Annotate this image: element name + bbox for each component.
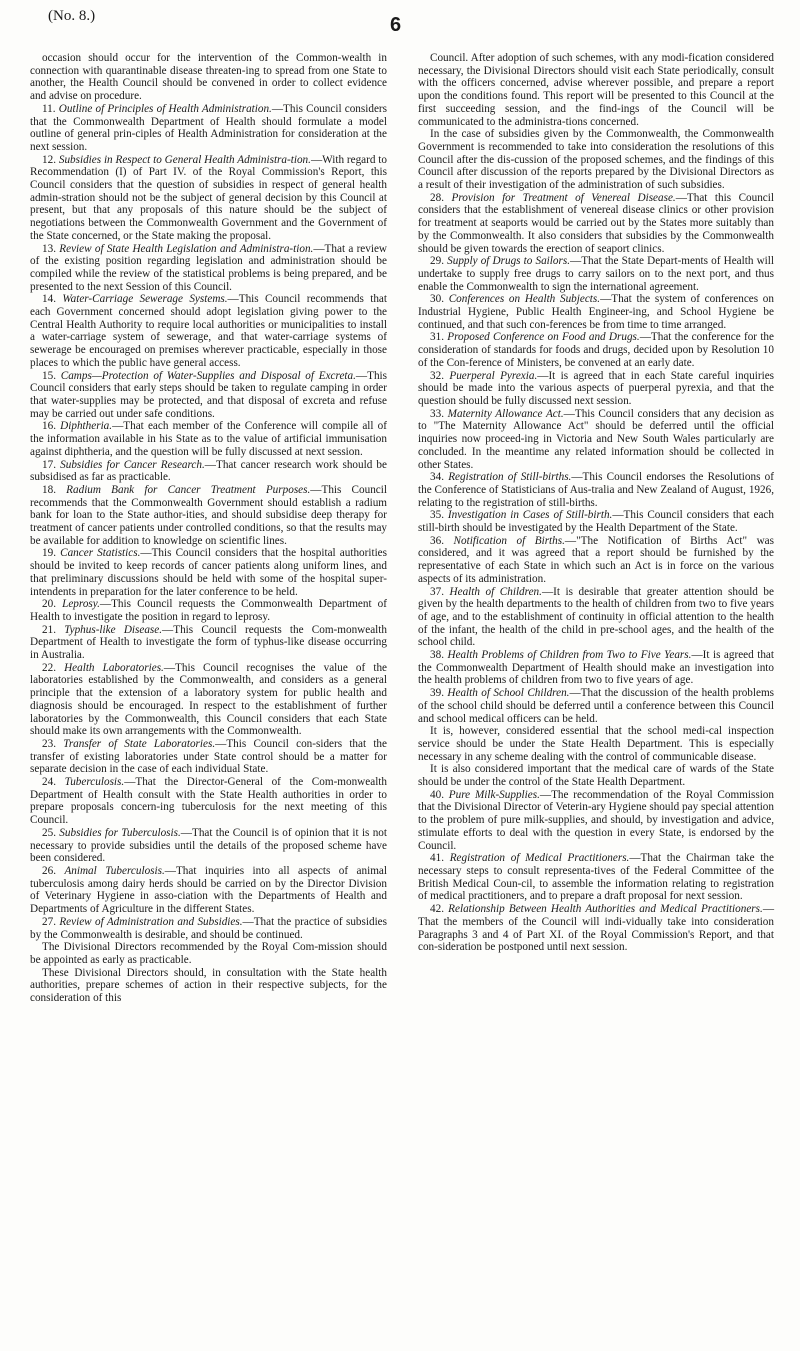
paragraph xyxy=(30,827,387,865)
paragraph xyxy=(418,370,774,408)
paragraph xyxy=(30,484,387,548)
paragraph-title: Registration of Still-births. xyxy=(448,471,572,484)
paragraph-title: Relationship Between Health Authorities and Medical Practitioners. xyxy=(448,903,763,916)
document-number: (No. 8.) xyxy=(48,8,96,24)
paragraph-text: —That cancer research work should be subsidised as far as practicable. xyxy=(30,458,387,484)
paragraph xyxy=(30,293,387,369)
paragraph-number: 29. xyxy=(430,255,444,268)
paragraph xyxy=(418,471,774,509)
paragraph xyxy=(30,370,387,421)
paragraph xyxy=(30,52,387,103)
paragraph xyxy=(30,420,387,458)
paragraph-title: Proposed Conference on Food and Drugs. xyxy=(447,331,640,344)
paragraph-text: In the case of subsidies given by the Commonwealth, the Commonwealth Government is recommended to take into consideration the resolutions of this Council after the dis-cussion of the proposed schemes, and the findings of this Council after discussion of the reports prepared by the Divisional Directors as a result of their investigation of the administration of such subsidies. xyxy=(418,128,774,192)
paragraph-number: 37. xyxy=(430,585,444,598)
paragraph-text: It is also considered important that the medical care of wards of the State should be under the control of the State Health Department. xyxy=(418,763,774,789)
paragraph-text: —That each member of the Conference will compile all of the information available in his State as to the value of artificial immunisation against diphtheria, and the question will be fully discussed at next session. xyxy=(30,420,388,458)
paragraph xyxy=(418,52,774,128)
paragraph-text: —That the discussion of the health problems of the school child should be deferred until a conference between this Council and school medical officers can be held. xyxy=(418,687,775,725)
paragraph-number: 22. xyxy=(42,661,56,674)
paragraph-title: Notification of Births. xyxy=(453,534,565,547)
paragraph-title: Investigation in Cases of Still-birth. xyxy=(447,509,613,522)
paragraph-text: —That the members of the Council will indi-vidually take into consideration Paragraphs 3 and 4 of Part XI. of the Royal Commission's Report, and that con-sideration be postponed until next session. xyxy=(418,903,774,954)
paragraph xyxy=(418,852,774,903)
paragraph-title: Health of Children. xyxy=(449,585,542,598)
paragraph-text: —It is desirable that greater attention should be given by the health departments to the health of children from two to five years of age, and to the establishment of continuity in official attention to the health of the infant, the health of the child in pre-school ages, and the health of the school child. xyxy=(418,585,774,649)
paragraph-text: —It is agreed that the Commonwealth Department of Health should make an investigation into the health problems of children from two to five years of age. xyxy=(418,649,774,687)
paragraph xyxy=(418,687,774,725)
page-number: 6 xyxy=(390,14,402,36)
paragraph-number: 11. xyxy=(42,102,56,115)
paragraph-number: 18. xyxy=(42,483,56,496)
paragraph-text: —That inquiries into all aspects of animal tuberculosis among dairy herds should be carried on by the Director Division of Veterinary Hygiene in asso-ciation with the Departments of Health and Departments of Agriculture in the different States. xyxy=(30,865,387,916)
paragraph-number: 14. xyxy=(42,293,56,306)
paragraph-text: —This Council requests the Com-monwealth Department of Health to investigate the form of typhus-like disease occurring in Australia. xyxy=(30,623,387,662)
paragraph-number: 24. xyxy=(42,776,56,789)
paragraph-number: 38. xyxy=(430,649,444,662)
paragraph-number: 12. xyxy=(42,153,56,166)
paragraph-text: —This Council considers that the Commonwealth Department of Health should formulate a model outline of general prin-ciples of Health Administration for consideration at the next session. xyxy=(30,102,387,153)
paragraph-text: —That a review of the existing position regarding legislation and administration should be compiled while the review of the statistical problems is being prepared, and be presented to the next Session of this Council. xyxy=(30,242,388,293)
paragraph-text: —This Council considers that the hospital authorities should be invited to keep records of cancer patients along uniform lines, and that preliminary discussions should be held with some of the hospital super-intendents in preparation for the later conference to be held. xyxy=(30,547,388,598)
paragraph-text: —This Council requests the Commonwealth Department of Health to investigate the position in regard to leprosy. xyxy=(30,598,387,623)
paragraph-title: Camps—Protection of Water-Supplies and Disposal of Excreta. xyxy=(60,369,356,382)
paragraph-number: 15. xyxy=(42,369,56,382)
paragraph-text: —This Council con-siders that the transfer of existing laboratories under State control should be a matter for separate decision in the case of each individual State. xyxy=(30,737,387,776)
paragraph-title: Radium Bank for Cancer Treatment Purposes. xyxy=(66,483,311,496)
paragraph xyxy=(418,586,774,650)
paragraph-title: Animal Tuberculosis. xyxy=(64,865,165,877)
paragraph-title: Typhus-like Disease. xyxy=(64,623,163,636)
paragraph xyxy=(418,649,774,687)
paragraph-text: —That the State Depart-ments of Health will undertake to supply free drugs to carry sailors on to the next port, and thus enable the Commonwealth to sign the international agreement. xyxy=(418,255,774,293)
paragraph-title: Puerperal Pyrexia. xyxy=(449,369,538,382)
paragraph-number: 16. xyxy=(42,420,56,433)
paragraph xyxy=(418,192,774,256)
paragraph-title: Health Laboratories. xyxy=(64,661,164,674)
paragraph-number: 28. xyxy=(430,191,444,204)
paragraph-text: —That the conference for the consideration of standards for foods and drugs, decided upon by Resolution 10 of the Con-ference of Ministers, be convened at an early date. xyxy=(418,331,774,369)
paragraph xyxy=(418,408,774,472)
paragraph-text: The Divisional Directors recommended by the Royal Com-mission should be appointed as early as practicable. xyxy=(30,941,387,966)
paragraph-text: —"The Notification of Births Act" was considered, and it was agreed that a report should be furnished by the representative of each State in which such an Act is in force on the various aspects of its administration. xyxy=(418,534,774,585)
paragraph-number: 21. xyxy=(42,623,56,636)
paragraph-title: Pure Milk-Supplies. xyxy=(448,788,540,801)
paragraph xyxy=(418,789,774,853)
paragraph xyxy=(418,128,774,192)
paragraph-number: 34. xyxy=(430,471,444,484)
paragraph-number: 19. xyxy=(42,547,56,560)
paragraph xyxy=(30,967,387,1005)
paragraph-text: —This Council recommends that the Commonwealth Government should establish a radium bank for loan to the State author-ities, and should subsidise deep therapy for treatment of cancer patients under controlled conditions, so that the results may be available for addition to knowledge on scientific lines. xyxy=(30,483,387,547)
paragraph-text: —This Council considers that any decision as to "The Maternity Allowance Act" should be deferred until the official inquiries now proceed-ing in Victoria and New South Wales particularly are concluded. In the meantime any related information should be collected in other States. xyxy=(418,407,775,471)
left-column xyxy=(30,52,387,1005)
paragraph-title: Cancer Statistics. xyxy=(60,547,141,560)
paragraph xyxy=(30,738,387,776)
paragraph xyxy=(30,941,387,966)
paragraph xyxy=(418,255,774,293)
paragraph-text: —That the Chairman take the necessary steps to consult representa-tives of the Federal Committee of the British Medical Coun-cil, to assemble the information relating to registration of medical practitioners, and to prepare a draft proposal for next session. xyxy=(418,852,774,903)
paragraph-title: Health of School Children. xyxy=(447,687,570,700)
paragraph-text: —This Council considers that each still-birth should be investigated by the Health Department of the State. xyxy=(418,509,774,535)
paragraph-title: Diphtheria. xyxy=(60,420,113,433)
paragraph xyxy=(418,535,774,586)
paragraph-title: Supply of Drugs to Sailors. xyxy=(447,255,570,268)
paragraph-title: Subsidies for Tuberculosis. xyxy=(59,826,181,839)
paragraph-text: —It is agreed that in each State careful inquiries should be made into the various aspects of puerperal pyrexia, and that the question should be fully discussed next session. xyxy=(418,369,775,407)
paragraph xyxy=(418,293,774,331)
paragraph-number: 35. xyxy=(430,509,444,522)
paragraph-number: 33. xyxy=(430,407,444,420)
paragraph-number: 20. xyxy=(42,598,56,611)
paragraph-text: These Divisional Directors should, in consultation with the State health authorities, prepare schemes of action in their respective subjects, for the consideration of this xyxy=(30,966,387,1005)
paragraph-number: 26. xyxy=(42,865,56,877)
paragraph xyxy=(418,763,774,788)
paragraph-number: 23. xyxy=(42,737,56,750)
paragraph xyxy=(30,154,387,243)
paragraph xyxy=(30,624,387,662)
paragraph-title: Conferences on Health Subjects. xyxy=(448,293,601,306)
paragraph xyxy=(30,598,387,623)
paragraph-text: Council. After adoption of such schemes, with any modi-fication considered necessary, the Divisional Directors should visit each State periodically, consult with the officers concerned, advise wherever possible, and prepare a report upon the conditions found. This report will be presented to this Council at the first succeeding session, and the find-ings of the Council will be communicated to the administra-tions concerned. xyxy=(418,52,774,128)
paragraph-title: Health Problems of Children from Two to Five Years. xyxy=(447,649,692,662)
paragraph-text: —This Council endorses the Resolutions of the Conference of Statisticians of Aus-tralia and New Zealand of August, 1926, relating to the registration of still-births. xyxy=(418,471,774,509)
paragraph-title: Review of Administration and Subsidies. xyxy=(59,915,243,928)
paragraph-title: Maternity Allowance Act. xyxy=(447,407,564,420)
paragraph-title: Water-Carriage Sewerage Systems. xyxy=(62,293,228,306)
paragraph-title: Registration of Medical Practitioners. xyxy=(449,852,630,865)
paragraph xyxy=(30,865,387,916)
paragraph-number: 31. xyxy=(430,331,444,344)
paragraph-text: —That the Director-General of the Com-monwealth Department of Health consult with the State Health authorities in order to prepare proposals concern-ing tuberculosis for the next meeting of this Council. xyxy=(30,776,387,827)
paragraph xyxy=(30,243,387,294)
paragraph-title: Review of State Health Legislation and Administra-tion. xyxy=(59,242,314,255)
paragraph-number: 41. xyxy=(430,852,444,865)
paragraph xyxy=(418,509,774,534)
paragraph-text: —The recommendation of the Royal Commission that the Divisional Director of Veterin-ary Hygiene should pay special attention to the problem of pure milk-supplies, and should, by investigation and advice, stimulate efforts to deal with the question in every State, is endorsed by the Council. xyxy=(418,788,774,852)
paragraph-number: 25. xyxy=(42,826,56,839)
paragraph-number: 36. xyxy=(430,534,444,547)
paragraph-number: 30. xyxy=(430,293,444,306)
paragraph-text: occasion should occur for the intervention of the Common-wealth in connection with quarantinable disease threaten-ing to spread from one State to another, the Health Council should be convened in order to collect evidence and advise on procedure. xyxy=(30,52,387,103)
paragraph-title: Tuberculosis. xyxy=(64,776,125,789)
paragraph-text: —With regard to Recommendation (I) of Part IV. of the Royal Commission's Report, this Council considers that the question of subsidies in respect of general health admin-stration should not be the subject of general decision by this Council at present, but that any proposals of this nature should be the subject of negotiations between the Commonwealth Government and the Government of the State concerned, or the State making the proposal. xyxy=(30,153,388,242)
paragraph xyxy=(30,459,387,484)
paragraph-text: —That the system of conferences on Industrial Hygiene, Public Health Engineer-ing, and School Hygiene be continued, and that such con-ferences be from time to time arranged. xyxy=(418,293,774,331)
paragraph-text: —That the practice of subsidies by the Commonwealth is desirable, and should be continued. xyxy=(30,915,388,941)
paragraph xyxy=(30,776,387,827)
paragraph-text: —This Council considers that early steps should be taken to regulate camping in order that water-supplies may be protected, and that disposal of excreta and refuse may be carried out under safe conditions. xyxy=(30,369,387,420)
paragraph xyxy=(418,725,774,763)
paragraph-title: Subsidies in Respect to General Health Administra-tion. xyxy=(58,153,311,166)
paragraph xyxy=(418,903,774,954)
paragraph-text: —That this Council considers that the establishment of venereal disease clinics or other provision for treatment at seaports would be carried out by the States more suitably than by the Commonwealth. It also considers that subsidies by the Commonwealth should be given towards the erection of seaport clinics. xyxy=(418,191,774,255)
paragraph-title: Transfer of State Laboratories. xyxy=(63,737,216,750)
paragraph-number: 17. xyxy=(42,458,56,471)
paragraph-text: It is, however, considered essential that the school medi-cal inspection service should be under the State Health Department. This is especially necessary in any scheme dealing with the control of communicable disease. xyxy=(418,725,774,763)
paragraph xyxy=(30,916,387,941)
paragraph xyxy=(30,547,387,598)
paragraph-text: —This Council recommends that each Government concerned should adopt legislation giving power to the Central Health Authority to require local authorities or municipalities to install a water-carriage system of sewerage, and that water-carriage systems of sewerage be encouraged on premises wherever practicable, especially in those places to which the public have general access. xyxy=(30,293,387,369)
paragraph-number: 42. xyxy=(430,903,444,916)
paragraph xyxy=(30,662,387,738)
right-column xyxy=(418,52,774,954)
paragraph-number: 40. xyxy=(430,788,444,801)
paragraph xyxy=(418,331,774,369)
paragraph-number: 27. xyxy=(42,915,56,928)
paragraph-number: 32. xyxy=(430,369,444,382)
paragraph-title: Leprosy. xyxy=(62,598,100,611)
paragraph-text: —That the Council is of opinion that it is not necessary to provide subsidies until the details of the proposed scheme have been considered. xyxy=(30,826,388,865)
paragraph-title: Subsidies for Cancer Research. xyxy=(60,458,205,471)
paragraph xyxy=(30,103,387,154)
paragraph-title: Provision for Treatment of Venereal Disease. xyxy=(451,191,676,204)
paragraph-number: 13. xyxy=(42,242,56,255)
paragraph-text: —This Council recognises the value of the laboratories established by the Commonwealth, and considers as a general principle that the extension of a laboratory system for public health and diagnosis should be encouraged. In respect to the establishment of further laboratories by the Commonwealth, this Council considers that each State should make its own arrangements with the Commonwealth. xyxy=(30,661,388,738)
paragraph-number: 39. xyxy=(430,687,444,700)
paragraph-title: Outline of Principles of Health Administration. xyxy=(58,102,272,115)
